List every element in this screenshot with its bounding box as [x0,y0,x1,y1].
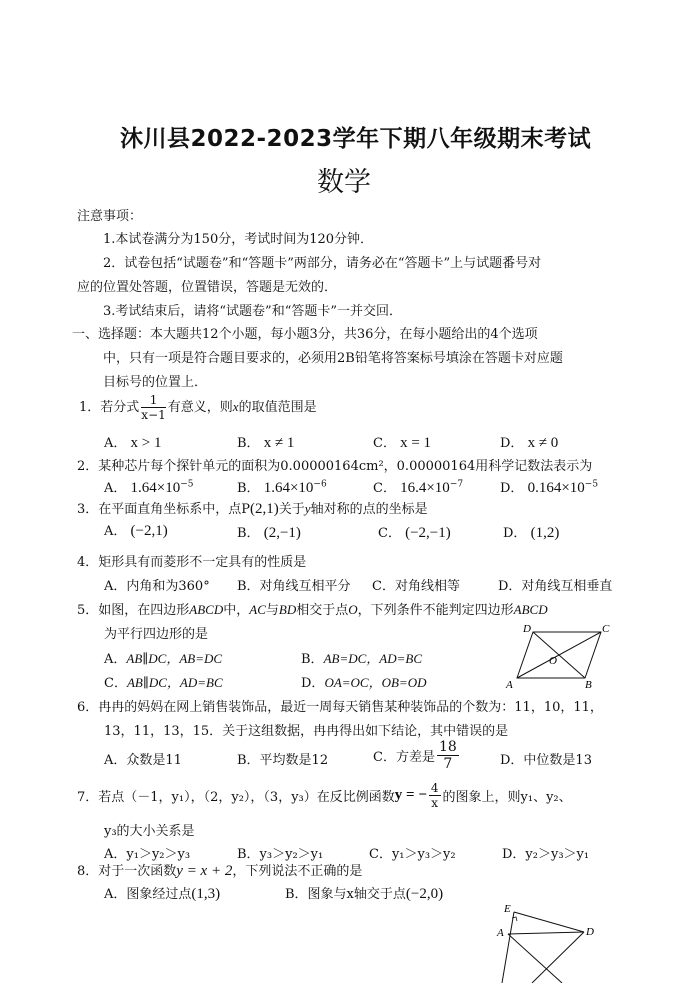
section-instruction-cont: 目标号的位置上． [103,375,208,390]
q1-option-a[interactable]: A． x > 1 [104,435,162,451]
question-8: 8．对于一次函数y = x + 2，下列说法不正确的是 [77,863,363,879]
q3-axis: y [304,501,311,516]
question-6-cont: 13，11，13，15．关于这组数据，冉冉得出如下结论，其中错误的是 [104,724,509,739]
q1-pre: 若分式 [100,400,140,415]
line-d-down [532,932,584,983]
notice-item-3: 3.考试结束后，请将“试题卷”和“答题卡”一并交回． [103,304,402,319]
question-3: 3．在平面直角坐标系中，点P(2,1)关于y轴对称的点的坐标是 [77,501,428,517]
q4-option-a[interactable]: A．内角和为360° [104,579,210,594]
q3-option-b[interactable]: B． (2,−1) [237,525,301,541]
q1-fraction [141,394,165,421]
label-d: D [523,623,531,635]
label-c: C [602,623,610,635]
q2-option-d[interactable]: D． $0.164\times 10^{-5}$ [500,479,599,496]
label-a: A [506,679,513,691]
q5-option-d[interactable]: D．OA=OC，OB=OD [301,675,427,691]
q3-option-a[interactable]: A． (−2,1) [104,523,168,539]
exam-title: 沐川县2022-2023学年下期八年级期末考试 [120,126,592,152]
q8-geometry-figure [492,898,602,983]
q3-point: (2,1) [250,501,279,517]
q5-option-c[interactable]: C．AB∥DC，AD=BC [104,675,223,691]
subject-title: 数学 [317,167,371,198]
q1-option-b[interactable]: B． x ≠ 1 [237,435,295,451]
q1-number: 1． [79,400,101,415]
q1-frac-den: x−1 [141,408,166,422]
question-1 [79,394,317,421]
line-ad [508,932,584,934]
q4-option-c[interactable]: C．对角线相等 [372,579,460,594]
q6-option-c[interactable]: C．方差是 $\frac{18}{7}$ [373,739,457,772]
notice-item-1: 1.本试卷满分为150分，考试时间为120分钟． [103,232,374,247]
question-5: 5．如图，在四边形ABCD中，AC与BD相交于点O，下列条件不能判定四边形ABCD [77,602,548,618]
question-5-cont: 为平行四边形的是 [104,627,209,642]
q7-option-c[interactable]: C．y₁＞y₃＞y₂ [369,847,456,862]
label-b: B [585,679,592,691]
q2-option-c[interactable]: C． $16.4\times 10^{-7}$ [373,479,464,496]
notice-item-2-cont: 应的位置处答题，位置错误，答题是无效的． [77,280,338,295]
q1-post2: 的取值范围是 [238,400,317,415]
line-ed [514,912,584,932]
q2-option-b[interactable]: B． $1.64\times 10^{-6}$ [237,479,327,496]
q5-option-a[interactable]: A．AB∥DC，AB=DC [104,651,223,667]
q4-option-d[interactable]: D．对角线互相垂直 [498,579,613,594]
label-e: E [504,903,511,915]
q7-option-a[interactable]: A．y₁＞y₂＞y₃ [104,847,191,862]
q8-option-b[interactable]: B．图象与x轴交于点(−2,0) [285,886,444,902]
question-4: 4．矩形具有而菱形不一定具有的性质是 [77,555,307,570]
section-instruction: 中，只有一项是符合题目要求的，必须用2B铅笔将答案标号填涂在答题卡对应题 [103,351,563,366]
diagonal-ca [517,632,601,678]
q1-post: 有意义，则 [167,400,233,415]
label-a2: A [497,927,504,939]
q5-parallelogram-figure [505,620,615,692]
q3-option-d[interactable]: D． (1,2) [503,525,560,541]
line-ea [502,912,514,983]
q1-var: x [232,399,239,414]
q1-option-d[interactable]: D． x ≠ 0 [500,435,559,451]
q5-option-b[interactable]: B．AB=DC，AD=BC [301,651,422,667]
label-o: O [549,655,557,667]
q7-option-b[interactable]: B．y₃＞y₂＞y₁ [237,847,324,862]
q6-option-d[interactable]: D．中位数是13 [500,753,592,768]
notice-item-2: 2．试卷包括“试题卷”和“答题卡”两部分，请务必在“答题卡”上与试题番号对 [103,256,542,271]
q6-option-b[interactable]: B．平均数是12 [237,753,329,768]
q6-option-a[interactable]: A．众数是11 [104,753,182,768]
q1-frac-num: 1 [141,394,165,408]
q2-option-a[interactable]: A． $1.64\times 10^{-5}$ [104,479,194,496]
q7-option-d[interactable]: D．y₂＞y₃＞y₁ [502,847,590,862]
q1-option-c[interactable]: C． x = 1 [373,435,432,451]
question-2: 2．某种芯片每个探针单元的面积为0.00000164cm²，0.00000164用科学记数法表示为 [77,459,593,474]
question-7: 7．若点（－1，y₁），（2，y₂），（3，y₃）在反比例函数y = − $\frac{4}{x}$ 的图象上，则y₁、y₂、 [77,781,572,810]
label-d2: D [586,926,594,938]
q8-option-a[interactable]: A．图象经过点(1,3) [104,886,221,902]
question-6: 6．冉冉的妈妈在网上销售装饰品，最近一周每天销售某种装饰品的个数为：11，10，11， [77,700,603,715]
line-a-down [508,934,562,983]
notice-heading: 注意事项： [77,209,143,224]
section-heading: 一、选择题：本大题共12个小题，每小题3分，共36分，在每小题给出的4个选项 [72,327,538,342]
q4-option-b[interactable]: B．对角线互相平分 [237,579,351,594]
q3-option-c[interactable]: C． (−2,−1) [378,525,451,541]
question-7-cont: y₃的大小关系是 [104,824,195,839]
